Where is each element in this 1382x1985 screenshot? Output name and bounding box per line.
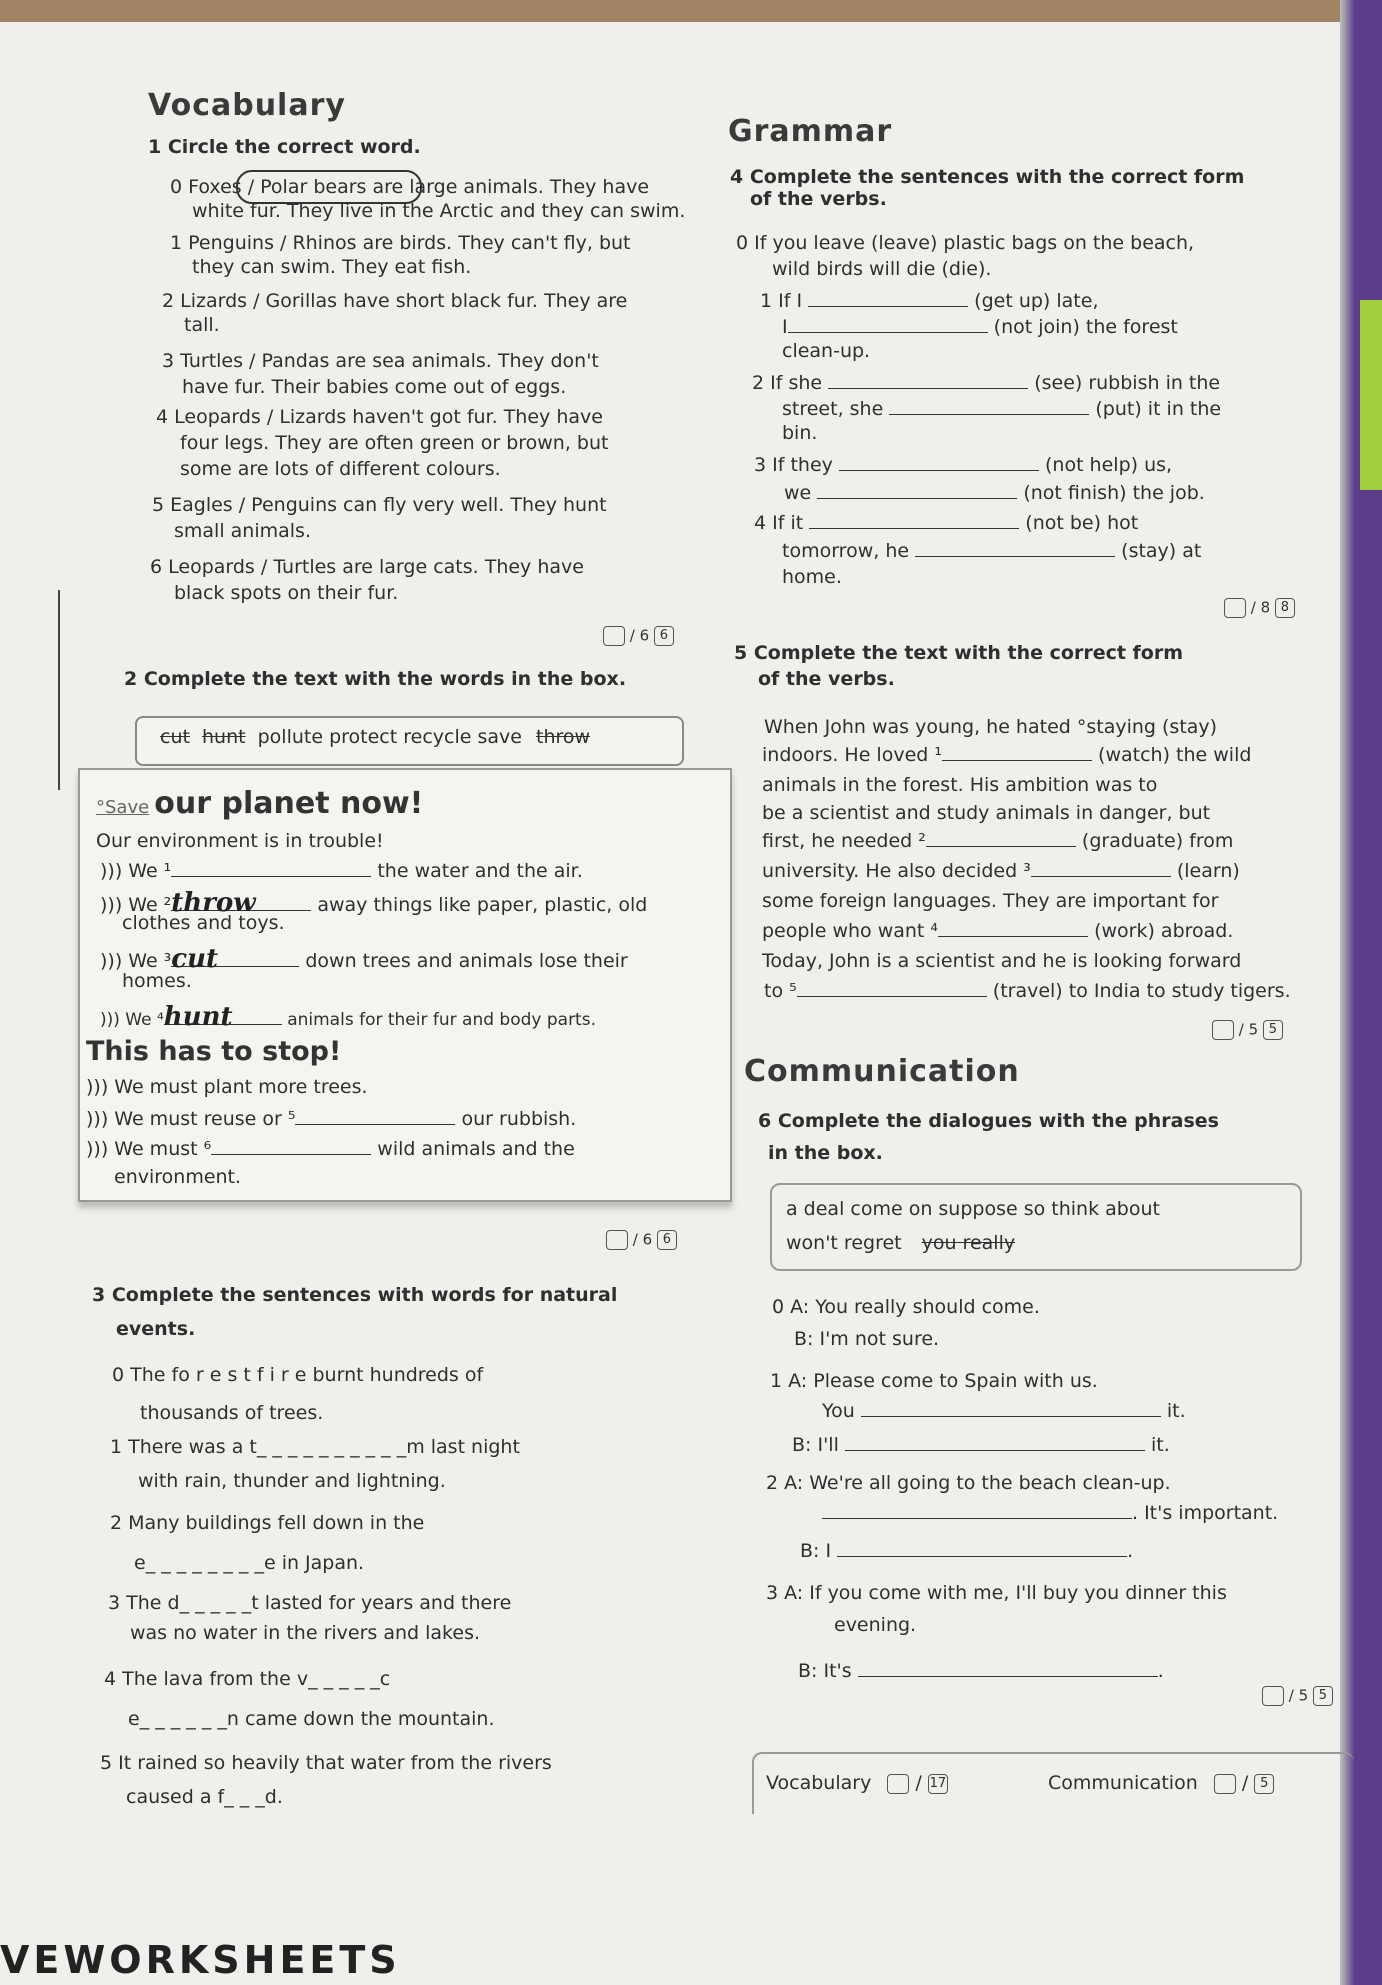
phrase-box-line: won't regret you really [786, 1232, 1016, 1254]
score-task-2: / 6 6 [606, 1230, 677, 1250]
task-4-line: 3 If they (not help) us, [754, 454, 1173, 476]
panel-intro: Our environment is in trouble! [96, 830, 384, 852]
task-1-line: 0 Foxes / Polar bears are large animals. They have [170, 176, 650, 198]
score-task-1: / 6 6 [603, 626, 674, 646]
answer-blank[interactable] [797, 980, 987, 997]
panel-stop-heading: This has to stop! [86, 1036, 342, 1067]
answer-blank[interactable] [817, 482, 1017, 499]
score-max: 6 [657, 1230, 677, 1250]
task-5-line: first, he needed ² (graduate) from [762, 830, 1234, 852]
score-max: 5 [1254, 1774, 1274, 1794]
task-5-instruction: of the verbs. [758, 668, 895, 690]
footer-logo-text: VEWORKSHEETS [0, 1938, 401, 1982]
score-box [887, 1774, 909, 1794]
task-1-line: small animals. [174, 520, 311, 542]
task-3-line: thousands of trees. [140, 1402, 324, 1424]
panel-must-line: ))) We must ⁶ wild animals and the [86, 1138, 575, 1160]
task-1-instruction: 1 Circle the correct word. [148, 136, 421, 158]
task-6-line: 2 A: We're all going to the beach clean-up. [766, 1472, 1171, 1494]
task-3-line: was no water in the rivers and lakes. [130, 1622, 481, 1644]
task-6-line: B: I'll it. [792, 1434, 1170, 1456]
score-max: 17 [928, 1774, 948, 1794]
answer-blank[interactable] [809, 512, 1019, 529]
panel-must-line: environment. [114, 1166, 242, 1188]
panel-title: °Save our planet now! [96, 786, 424, 821]
margin-line [58, 590, 60, 790]
word-box-word: pollute protect recycle save [257, 726, 522, 748]
panel-line: ))) We ¹ the water and the air. [100, 860, 583, 882]
score-max: 5 [1313, 1686, 1333, 1706]
task-3-line: 2 Many buildings fell down in the [110, 1512, 425, 1534]
task-5-instruction: 5 Complete the text with the correct form [734, 642, 1184, 664]
task-5-line: to ⁵ (travel) to India to study tigers. [764, 980, 1291, 1002]
task-4-line: 4 If it (not be) hot [754, 512, 1139, 534]
score-task-5: / 5 5 [1212, 1020, 1283, 1040]
task-3-line: e_ _ _ _ _ _ _ _e in Japan. [134, 1552, 365, 1574]
task-3-line: 4 The lava from the v_ _ _ _ _c [104, 1668, 391, 1690]
task-6-line: . It's important. [822, 1502, 1278, 1524]
task-1-line: have fur. Their babies come out of eggs. [182, 376, 567, 398]
answer-blank[interactable] [171, 860, 371, 877]
task-5-line: be a scientist and study animals in danger, but [762, 802, 1211, 824]
task-1-line: 4 Leopards / Lizards haven't got fur. They have [156, 406, 603, 428]
task-4-line: tomorrow, he (stay) at [782, 540, 1202, 562]
score-box [1224, 598, 1246, 618]
task-2-instruction: 2 Complete the text with the words in the box. [124, 668, 627, 690]
answer-handwritten[interactable]: cut [171, 944, 299, 967]
task-4-line: 2 If she (see) rubbish in the [752, 372, 1221, 394]
section-title-communication: Communication [744, 1054, 1020, 1089]
task-6-line: B: It's . [798, 1660, 1164, 1682]
task-6-line: B: I'm not sure. [794, 1328, 940, 1350]
task-1-line: 1 Penguins / Rhinos are birds. They can't fly, but [170, 232, 631, 254]
task-4-line: 0 If you leave (leave) plastic bags on the beach, [736, 232, 1195, 254]
task-6-line: 3 A: If you come with me, I'll buy you dinner this [766, 1582, 1227, 1604]
word-box-words [160, 726, 590, 748]
summary-communication: Communication / 5 [1048, 1772, 1274, 1794]
panel-title-answer: °Save [96, 797, 150, 818]
task-3-instruction: 3 Complete the sentences with words for natural [92, 1284, 618, 1306]
task-4-line: bin. [782, 422, 818, 444]
score-max: 6 [654, 626, 674, 646]
task-6-line: evening. [834, 1614, 917, 1636]
task-5-line: animals in the forest. His ambition was to [762, 774, 1158, 796]
task-1-line: 5 Eagles / Penguins can fly very well. They hunt [152, 494, 607, 516]
task-4-line: clean-up. [782, 340, 871, 362]
answer-blank[interactable] [926, 830, 1076, 847]
panel-line: homes. [122, 970, 192, 992]
task-6-line: 1 A: Please come to Spain with us. [770, 1370, 1098, 1392]
answer-blank[interactable] [837, 1540, 1127, 1557]
score-box [1262, 1686, 1284, 1706]
section-title-grammar: Grammar [728, 114, 893, 149]
task-4-line: 1 If I (get up) late, [760, 290, 1099, 312]
panel-line: ))) We ⁴hunt animals for their fur and body parts. [100, 1002, 596, 1032]
panel-line: ))) We ²throw away things like paper, plastic, old [100, 888, 648, 918]
task-4-line: home. [782, 566, 842, 588]
task-3-line: 0 The fo r e s t f i r e burnt hundreds of [112, 1364, 484, 1386]
score-box [1212, 1020, 1234, 1040]
background-folder [1340, 0, 1382, 1985]
answer-blank[interactable] [839, 454, 1039, 471]
task-6-instruction: in the box. [768, 1142, 883, 1164]
task-3-instruction: events. [116, 1318, 196, 1340]
panel-must-line: ))) We must reuse or ⁵ our rubbish. [86, 1108, 577, 1130]
task-3-line: with rain, thunder and lightning. [138, 1470, 446, 1492]
task-3-line: caused a f_ _ _d. [126, 1786, 283, 1808]
background-wood [0, 0, 1382, 22]
task-3-line: 5 It rained so heavily that water from the rivers [100, 1752, 552, 1774]
answer-handwritten[interactable]: throw [171, 888, 311, 911]
task-4-instruction: 4 Complete the sentences with the correct form [730, 166, 1245, 188]
panel-line: ))) We ³cut down trees and animals lose their [100, 944, 628, 974]
score-box [1214, 1774, 1236, 1794]
task-1-line: some are lots of different colours. [180, 458, 501, 480]
task-6-line: 0 A: You really should come. [772, 1296, 1040, 1318]
task-4-line: we (not finish) the job. [784, 482, 1205, 504]
word-box-word: cut [160, 726, 190, 748]
answer-blank[interactable] [828, 372, 1028, 389]
task-1-line: 6 Leopards / Turtles are large cats. They have [150, 556, 584, 578]
task-5-line: When John was young, he hated °staying (stay) [764, 716, 1218, 738]
panel-line: clothes and toys. [122, 912, 285, 934]
answer-blank[interactable] [858, 1660, 1158, 1677]
task-4-instruction: of the verbs. [750, 188, 887, 210]
task-4-line: street, she (put) it in the [782, 398, 1222, 420]
task-4-line: I (not join) the forest [782, 316, 1178, 338]
score-max: 5 [1263, 1020, 1283, 1040]
panel-must-line: ))) We must plant more trees. [86, 1076, 368, 1098]
task-6-line: You it. [822, 1400, 1186, 1422]
score-box [606, 1230, 628, 1250]
score-task-6: / 5 5 [1262, 1686, 1333, 1706]
task-4-line: wild birds will die (die). [772, 258, 992, 280]
task-5-line: indoors. He loved ¹ (watch) the wild [762, 744, 1252, 766]
answer-blank[interactable] [211, 1138, 371, 1155]
task-1-line: four legs. They are often green or brown, but [180, 432, 609, 454]
task-1-line: tall. [184, 314, 220, 336]
answer-blank[interactable] [808, 290, 968, 307]
answer-blank[interactable] [1031, 860, 1171, 877]
word-box-word: hunt [202, 726, 246, 748]
task-5-line: people who want ⁴ (work) abroad. [762, 920, 1234, 942]
answer-blank[interactable] [942, 744, 1092, 761]
task-1-line: white fur. They live in the Arctic and they can swim. [192, 200, 686, 222]
task-6-instruction: 6 Complete the dialogues with the phrases [758, 1110, 1219, 1132]
task-3-line: 1 There was a t_ _ _ _ _ _ _ _ _ _m last night [110, 1436, 520, 1458]
task-1-line: they can swim. They eat fish. [192, 256, 472, 278]
task-5-line: some foreign languages. They are important for [762, 890, 1219, 912]
summary-vocabulary: Vocabulary / 17 [766, 1772, 947, 1794]
task-3-line: 3 The d_ _ _ _ _t lasted for years and there [108, 1592, 512, 1614]
answer-handwritten[interactable]: hunt [164, 1002, 282, 1025]
answer-blank[interactable] [295, 1108, 455, 1125]
answer-blank[interactable] [938, 920, 1088, 937]
answer-blank[interactable] [845, 1434, 1145, 1451]
task-1-line: 3 Turtles / Pandas are sea animals. They don't [162, 350, 599, 372]
task-1-line: black spots on their fur. [174, 582, 399, 604]
answer-blank[interactable] [861, 1400, 1161, 1417]
answer-blank[interactable] [822, 1502, 1132, 1519]
section-title-vocabulary: Vocabulary [148, 88, 346, 123]
answer-circle-mark [236, 170, 422, 204]
task-5-line: university. He also decided ³ (learn) [762, 860, 1240, 882]
task-5-line: Today, John is a scientist and he is looking forward [762, 950, 1242, 972]
phrase-box [770, 1183, 1302, 1271]
task-6-line: B: I . [800, 1540, 1134, 1562]
task-3-line: e_ _ _ _ _ _n came down the mountain. [128, 1708, 495, 1730]
phrase-box-line: a deal come on suppose so think about [786, 1198, 1160, 1220]
word-box-word: throw [536, 726, 591, 748]
score-max: 8 [1275, 598, 1295, 618]
task-1-line: 2 Lizards / Gorillas have short black fur. They are [162, 290, 628, 312]
answer-blank[interactable] [889, 398, 1089, 415]
answer-blank[interactable] [915, 540, 1115, 557]
score-task-4: / 8 8 [1224, 598, 1295, 618]
answer-blank[interactable] [788, 316, 988, 333]
background-green-tab [1360, 300, 1382, 490]
score-box [603, 626, 625, 646]
